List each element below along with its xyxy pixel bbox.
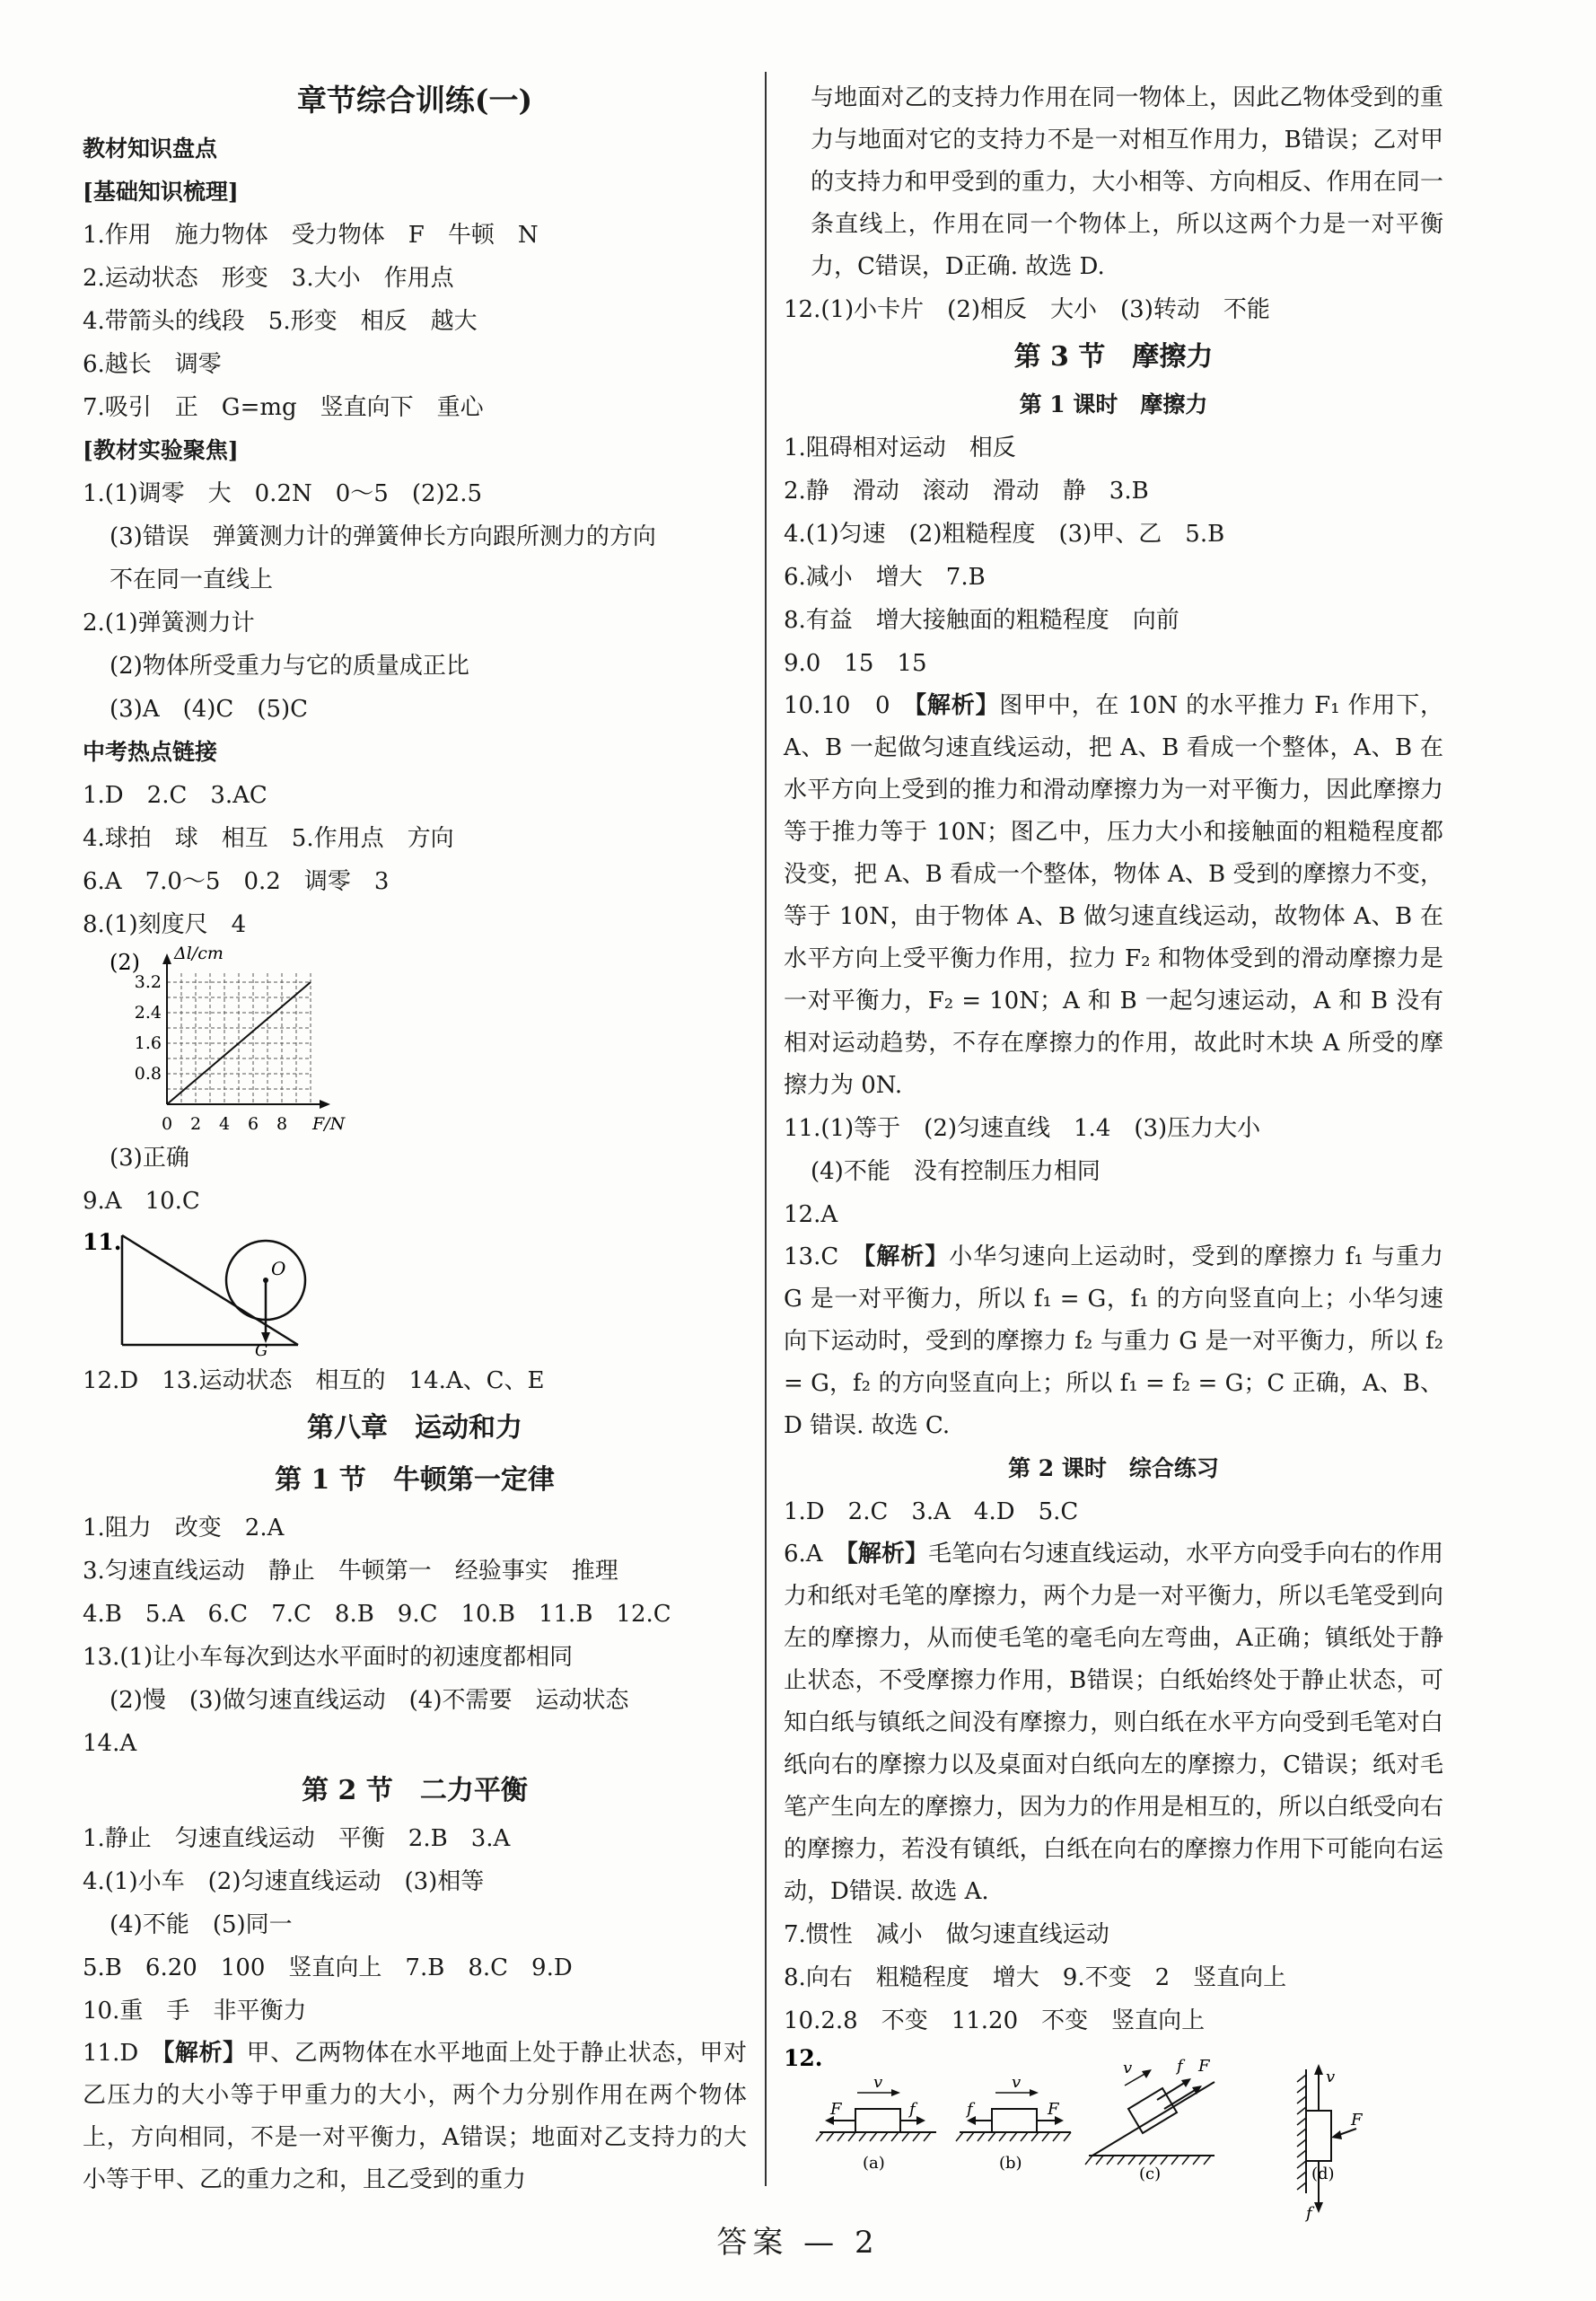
answer-line: 4.B 5.A 6.C 7.C 8.B 9.C 10.B 11.B 12.C	[83, 1601, 671, 1628]
section-title: 第 1 节 牛顿第一定律	[275, 1464, 555, 1496]
answer-line: (2)慢 (3)做匀速直线运动 (4)不需要 运动状态	[110, 1687, 629, 1714]
answer-line: 12.(1)小卡片 (2)相反 大小 (3)转动 不能	[784, 296, 1270, 323]
force-label: F	[830, 2100, 842, 2119]
friction-label: f	[967, 2100, 973, 2119]
answer-line: 6.A 7.0～5 0.2 调零 3	[83, 868, 390, 895]
answer-number: 13.C	[784, 1243, 864, 1270]
center-label: O	[271, 1258, 286, 1279]
x-tick-label: 0	[161, 1114, 173, 1134]
answer-line: 4.带箭头的线段 5.形变 相反 越大	[83, 308, 478, 335]
chapter-title: 第八章 运动和力	[307, 1412, 522, 1444]
y-axis-label: Δl/cm	[174, 946, 224, 963]
answer-line: 不在同一直线上	[110, 566, 274, 593]
answer-line: (3)错误 弹簧测力计的弹簧伸长方向跟所测力的方向	[110, 523, 656, 550]
friction-label: f	[909, 2100, 916, 2119]
figure-label: 12.	[784, 2045, 823, 2071]
answer-line: 2.(1)弹簧测力计	[83, 610, 255, 637]
analysis-paragraph	[784, 685, 1443, 1107]
answer-number: 6.A	[784, 1541, 846, 1568]
ball-incline-svg	[83, 1223, 406, 1359]
force-label: F	[1048, 2100, 1059, 2119]
answer-line: 6.减小 增大 7.B	[784, 564, 986, 591]
x-tick-label: 6	[247, 1114, 259, 1134]
x-tick-label: 2	[189, 1114, 202, 1134]
answer-line: 10.重 手 非平衡力	[83, 1998, 307, 2024]
answer-line: 4.(1)小车 (2)匀速直线运动 (3)相等	[83, 1868, 485, 1895]
x-tick-label: 8	[276, 1114, 288, 1134]
ball-incline-figure	[83, 1223, 747, 1359]
answer-line: 6.越长 调零	[83, 351, 222, 378]
answer-line: 1.D 2.C 3.A 4.D 5.C	[784, 1498, 1079, 1525]
x-tick-label: 4	[218, 1114, 231, 1134]
subsection-heading: [基础知识梳理]	[83, 179, 239, 205]
right-column	[784, 77, 1443, 2222]
analysis-tag: 【解析】	[162, 2040, 247, 2067]
left-column	[83, 74, 747, 2201]
answer-line: 13.(1)让小车每次到达水平面时的初速度都相同	[83, 1644, 574, 1671]
answer-number: 10.10 0	[784, 692, 916, 719]
velocity-label: v	[873, 2073, 883, 2092]
answer-line: 8.有益 增大接触面的粗糙程度 向前	[784, 607, 1179, 634]
force-label: F	[1351, 2111, 1363, 2130]
analysis-tag: 【解析】	[864, 1243, 950, 1270]
answer-line: 12.A	[784, 1201, 838, 1228]
y-tick-label: 2.4	[134, 1003, 162, 1023]
answer-line: (4)不能 没有控制压力相同	[811, 1158, 1101, 1185]
answer-line: (3)正确	[110, 1145, 189, 1172]
velocity-label: v	[1123, 2059, 1133, 2077]
y-tick-label: 1.6	[134, 1033, 162, 1053]
answer-line: (4)不能 (5)同一	[110, 1911, 293, 1938]
answer-line: (2)物体所受重力与它的质量成正比	[110, 653, 469, 680]
answer-line: 1.静止 匀速直线运动 平衡 2.B 3.A	[83, 1825, 511, 1852]
caption-c: (c)	[1139, 2165, 1162, 2183]
answer-line: 8.(1)刻度尺 4	[83, 911, 247, 938]
answer-line: 8.向右 粗糙程度 增大 9.不变 2 竖直向上	[784, 1964, 1287, 1991]
graph-svg	[83, 946, 406, 1137]
gravity-label: G	[255, 1341, 268, 1359]
answer-line: 1.阻力 改变 2.A	[83, 1515, 285, 1541]
force-diagrams-svg	[784, 2042, 1443, 2222]
friction-force-diagrams	[784, 2042, 1443, 2222]
y-axis-arrow	[162, 953, 171, 964]
y-tick-label: 0.8	[134, 1064, 162, 1084]
analysis-paragraph	[83, 2033, 747, 2201]
velocity-label: v	[1012, 2073, 1022, 2092]
answer-line: 9.0 15 15	[784, 650, 927, 677]
graph-grid	[167, 973, 311, 1104]
caption-d: (d)	[1311, 2165, 1335, 2183]
diagram-a	[816, 2073, 936, 2173]
analysis-text: 图甲中，在 10N 的水平推力 F₁ 作用下，A、B 一起做匀速直线运动，把 A、B 看成一个整体，A、B 在水平方向上受到的推力和滑动摩擦力为一对平衡力，因此摩擦力等于推力等于 10N；图乙中，压力大小和接触面的粗糙程度都没变，把 A、B 看成一个整体，物体 A、B 受到的摩擦力不变，等于 10N，由于物体 A、B 做匀速直线运动，故物体 A、B 在水平方向上受平衡力作用，拉力 F₂ 和物体受到的滑动摩擦力是一对平衡力，F₂ = 10N；A 和 B 一起匀速运动，A 和 B 没有相对运动趋势，不存在摩擦力的作用，故此时木块 A 所受的摩擦力为 0N.	[784, 692, 1443, 1099]
analysis-paragraph	[784, 1533, 1443, 1913]
analysis-text: 甲、乙两物体在水平地面上处于静止状态，甲对乙压力的大小等于甲重力的大小，两个力分别作用在两个物体上，方向相同，不是一对平衡力，A错误；地面对乙支持力的大小等于甲、乙的重力之和，且乙受到的重力	[83, 2040, 747, 2193]
x-axis-arrow	[320, 1100, 330, 1109]
answer-line: 2.运动状态 形变 3.大小 作用点	[83, 265, 454, 292]
section-title: 第 2 节 二力平衡	[302, 1775, 528, 1806]
analysis-tag: 【解析】	[846, 1541, 929, 1568]
answer-line: 1.D 2.C 3.AC	[83, 782, 267, 809]
caption-b: (b)	[999, 2154, 1022, 2173]
subsection-heading: [教材实验聚焦]	[83, 437, 239, 463]
friction-label: f	[1306, 2204, 1312, 2222]
analysis-text: 小华匀速向上运动时，受到的摩擦力 f₁ 与重力 G 是一对平衡力，所以 f₁ = G，f₁ 的方向竖直向上；小华匀速向下运动时，受到的摩擦力 f₂ 与重力 G 是一对平衡力，所以 f₂ = G，f₂ 的方向竖直向上；所以 f₁ = f₂ = G；C 正确，A、B、D 错误. 故选 C.	[784, 1243, 1443, 1439]
analysis-text: 毛笔向右匀速直线运动，水平方向受手向右的作用力和纸对毛笔的摩擦力，两个力是一对平衡力，所以毛笔受到向左的摩擦力，从而使毛笔的毫毛向左弯曲，A正确；镇纸处于静止状态，不受摩擦力作用，B错误；白纸始终处于静止状态，可知白纸与镇纸之间没有摩擦力，则白纸在水平方向受到毛笔对白纸向右的摩擦力以及桌面对白纸向左的摩擦力，C错误；纸对毛笔产生向左的摩擦力，因为力的作用是相互的，所以白纸受向右的摩擦力，若没有镇纸，白纸在向右的摩擦力作用下可能向右运动，D错误. 故选 A.	[784, 1541, 1443, 1905]
answer-line: 2.静 滑动 滚动 滑动 静 3.B	[784, 478, 1149, 505]
answer-line: 1.阻碍相对运动 相反	[784, 435, 1016, 461]
answer-line: 3.匀速直线运动 静止 牛顿第一 经验事实 推理	[83, 1558, 618, 1585]
answer-line: 4.(1)匀速 (2)粗糙程度 (3)甲、乙 5.B	[784, 521, 1225, 548]
lesson-title: 第 2 课时 综合练习	[1008, 1455, 1219, 1481]
answer-line: 7.惯性 减小 做匀速直线运动	[784, 1921, 1109, 1948]
column-divider	[765, 72, 767, 2186]
incline-line	[122, 1235, 298, 1345]
answer-line: 10.2.8 不变 11.20 不变 竖直向上	[784, 2007, 1206, 2034]
force-label: F	[1198, 2057, 1210, 2076]
caption-a: (a)	[863, 2154, 885, 2173]
lesson-title: 第 1 课时 摩擦力	[1019, 391, 1208, 417]
page-footer: 答案 — 2	[716, 2225, 880, 2261]
section-title: 第 3 节 摩擦力	[1013, 341, 1214, 373]
subsection-heading: 教材知识盘点	[83, 136, 218, 162]
answer-line: 5.B 6.20 100 竖直向上 7.B 8.C 9.D	[83, 1954, 573, 1981]
answer-number: 11.D	[83, 2040, 163, 2067]
analysis-paragraph	[784, 1236, 1443, 1447]
answer-line: 12.D 13.运动状态 相互的 14.A、C、E	[83, 1367, 545, 1394]
answer-line: 1.(1)调零 大 0.2N 0～5 (2)2.5	[83, 480, 482, 507]
force-extension-graph	[83, 946, 747, 1137]
y-tick-label: 3.2	[134, 972, 162, 992]
graph-label: (2)	[110, 950, 140, 975]
section-title: 章节综合训练(一)	[296, 83, 533, 118]
diagram-b	[956, 2073, 1071, 2173]
diagram-d	[1297, 2064, 1364, 2222]
subsection-heading: 中考热点链接	[83, 739, 218, 765]
velocity-label: v	[1326, 2068, 1336, 2086]
figure-label: 11.	[83, 1229, 122, 1255]
analysis-continuation: 与地面对乙的支持力作用在同一物体上，因此乙物体受到的重力与地面对它的支持力不是一对相互作用力，B错误；乙对甲的支持力和甲受到的重力，大小相等、方向相反、作用在同一条直线上，作用在同一个物体上，所以这两个力是一对平衡力，C错误，D正确. 故选 D.	[811, 84, 1443, 280]
answer-line: 9.A 10.C	[83, 1188, 200, 1215]
x-axis-label: F/N	[312, 1114, 346, 1134]
analysis-tag: 【解析】	[915, 692, 1000, 719]
answer-line: 11.(1)等于 (2)匀速直线 1.4 (3)压力大小	[784, 1115, 1261, 1142]
answer-line: 14.A	[83, 1730, 137, 1757]
diagram-c	[1085, 2057, 1215, 2183]
answer-line: 4.球拍 球 相互 5.作用点 方向	[83, 825, 454, 852]
answer-line: 7.吸引 正 G=mg 竖直向下 重心	[83, 394, 484, 421]
friction-label: f	[1177, 2057, 1183, 2076]
answer-line: (3)A (4)C (5)C	[110, 696, 309, 723]
answer-line: 1.作用 施力物体 受力物体 F 牛顿 N	[83, 222, 539, 249]
